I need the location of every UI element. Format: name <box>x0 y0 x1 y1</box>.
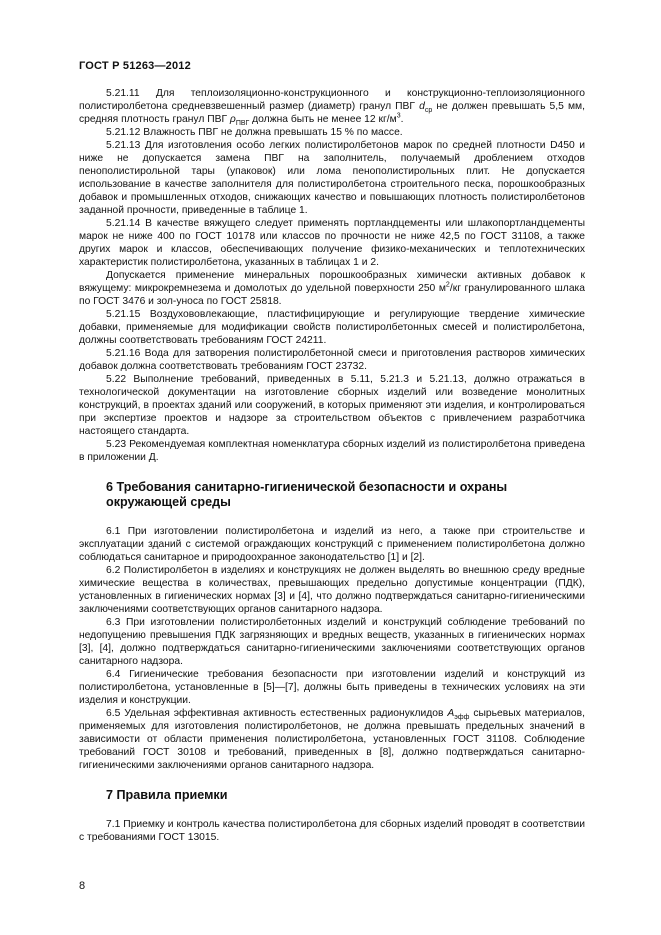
document-header: ГОСТ Р 51263—2012 <box>79 60 191 72</box>
paragraph-5-21-16: 5.21.16 Вода для затворения полистиролбетонной смеси и приготовления растворов химических добавок должна соответствовать требованиям ГОСТ 23732. <box>79 348 585 372</box>
section-6-title: 6 Требования санитарно-гигиенической безопасности и охраны окружающей среды <box>106 480 508 509</box>
paragraph-6-1: 6.1 При изготовлении полистиролбетона и изделий из него, а также при строительстве и эксплуатации зданий с системой ограждающих конструкций с применением полистиролбетона должно соблюдаться санитарное и природоохранное законодательство [1] и [2]. <box>79 526 585 563</box>
paragraph-7-1: 7.1 Приемку и контроль качества полистиролбетона для сборных изделий проводят в соответствии с требованиями ГОСТ 13015. <box>79 819 585 843</box>
paragraph-dopuskaetsya: Допускается применение минеральных порошкообразных химически активных добавок к вяжущему: микрокремнезема и домолотых до удельной поверхности 250 $м^2/кг$ гранулированного шлака по ГОСТ 3476 и зол-уноса по ГОСТ 25818. <box>79 270 586 307</box>
paragraph-6-5: 6.5 Удельная эффективная активность естественных радионуклидов $A_{эфф}$ сырьевых материалов, применяемых для изготовления полистиролбетонов, не должна превышать предельных значений в зависимости от области применения полистиролбетона, установленных ГОСТ 31108. Соблюдение требований ГОСТ 30108 и требований, приведенных в [8], должно подтверждаться санитарно-гигиеническими заключениями органов санитарного надзора. <box>79 708 585 771</box>
paragraph-5-21-13: 5.21.13 Для изготовления особо легких полистиролбетонов марок по средней плотности D450 и ниже не допускается замена ПВГ на заполнитель, получаемый дроблением отходов пенополистирольной тары (упаковок) или лома пенополистирольных плит. Не допускается использование в качестве заполнителя для полистиролбетона строительного песка, порошкообразных добавок и промышленных отходов, снижающих качество и повышающих плотность полистиролбетонов заданной прочности, приведенные в таблице 1. <box>79 140 585 216</box>
paragraph-5-21-12: 5.21.12 Влажность ПВГ не должна превышать 15 % по массе. <box>106 127 403 138</box>
paragraph-5-21-15: 5.21.15 Воздухововлекающие, пластифицирующие и регулирующие твердение химические добавки, применяемые для модификации свойств полистиролбетонных смесей и полистиролбетона, должны соответствовать требованиям ГОСТ 24211. <box>79 309 585 346</box>
paragraph-5-23: 5.23 Рекомендуемая комплектная номенклатура сборных изделий из полистиролбетона приведена в приложении Д. <box>79 439 585 463</box>
paragraph-6-2: 6.2 Полистиролбетон в изделиях и конструкциях не должен выделять во внешнюю среду вредные химические вещества в количествах, превышающих предельно допустимые концентрации (ПДК), установленных в гигиенических нормах [3] и [4], что должно подтверждаться санитарно-гигиеническими заключениями соответствующих органов санитарного надзора. <box>79 565 585 615</box>
paragraph-6-3: 6.3 При изготовлении полистиролбетонных изделий и конструкций соблюдение требований по недопущению превышения ПДК загрязняющих и вредных веществ, указанных в гигиенических нормах [3], [4], должно подтверждаться санитарно-гигиеническими заключениями соответствующих органов санитарного надзора. <box>79 617 585 667</box>
document-body <box>79 87 585 844</box>
paragraph-5-21-11: 5.21.11 Для теплоизоляционно-конструкционного и конструкционно-теплоизоляционного полистиролбетона средневзвешенный размер (диаметр) гранул ПВГ $d_{ср}$ не должен превышать 5,5 мм, средняя плотность гранул ПВГ $\rho_{ПВГ}$ должна быть не менее 12 $кг/м^3$. <box>79 88 585 128</box>
section-7-title: 7 Правила приемки <box>106 788 228 802</box>
page-number: 8 <box>79 880 86 892</box>
paragraph-5-22: 5.22 Выполнение требований, приведенных в 5.11, 5.21.3 и 5.21.13, должно отражаться в технологической документации на изготовление сборных изделий или возведение монолитных конструкций, в проектах зданий или сооружений, в которых применяют эти изделия, и контролироваться при экспертизе проектов и надзоре за строительством объектов с привлечением разработчика настоящего стандарта. <box>79 374 585 437</box>
paragraph-5-21-14: 5.21.14 В качестве вяжущего следует применять портландцементы или шлакопортландцементы марок не ниже 400 по ГОСТ 10178 или классов по прочности не ниже 42,5 по ГОСТ 31108, а также других марок и классов, обеспечивающих получение физико-механических и теплотехнических характеристик полистиролбетона, указанных в таблицах 1 и 2. <box>79 218 585 268</box>
paragraph-6-4: 6.4 Гигиенические требования безопасности при изготовлении изделий и конструкций из полистиролбетона, установленные в [5]—[7], должны быть приведены в технических условиях на эти изделия и конструкции. <box>79 669 585 706</box>
